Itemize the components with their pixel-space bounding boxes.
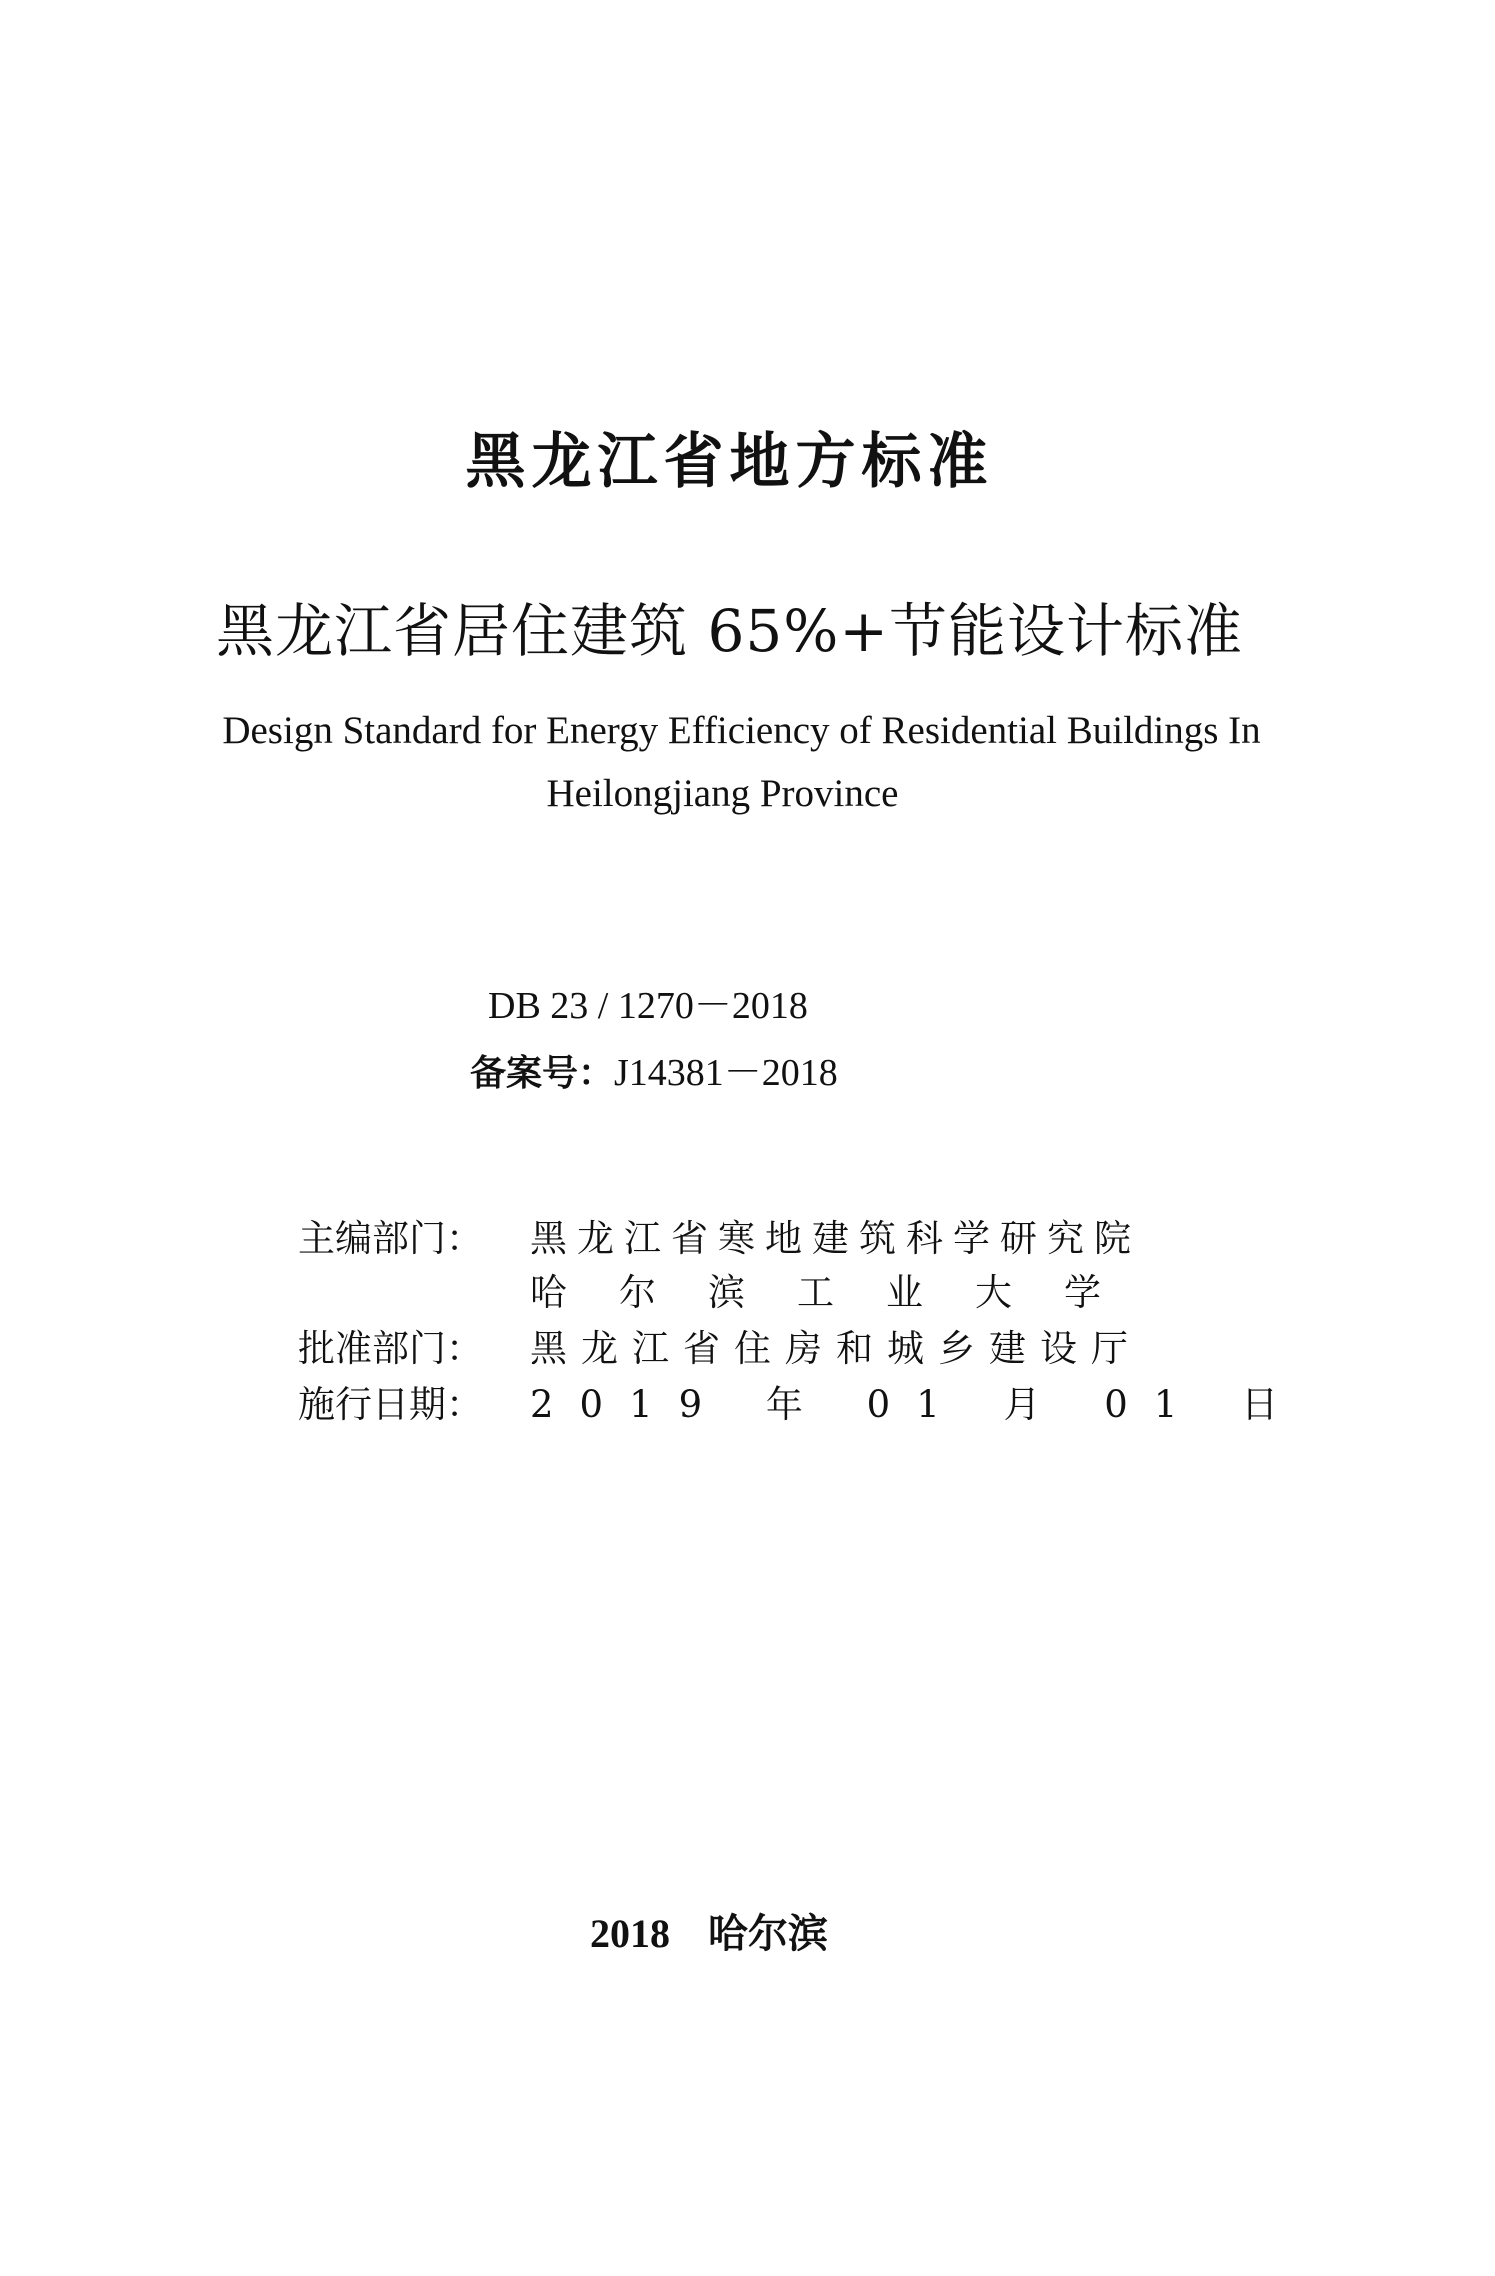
publication-year: 2018 xyxy=(590,1911,670,1956)
approver-label: 批准部门： xyxy=(298,1327,483,1370)
publisher-heading: 黑龙江省地方标准 xyxy=(465,427,994,497)
approver-organization: 黑龙江省住房和城乡建设厅 xyxy=(530,1327,1142,1370)
filing-number-value: J14381－2018 xyxy=(614,1052,838,1094)
standard-code: DB 23 / 1270－2018 xyxy=(488,985,808,1027)
editor-label: 主编部门： xyxy=(298,1217,483,1260)
effective-date-value: 2019 年 01 月 01 日 xyxy=(530,1383,1305,1426)
publication-footer xyxy=(590,1906,828,1962)
document-title-english-line-1: Design Standard for Energy Efficiency of Residential Buildings In xyxy=(222,709,1261,752)
editor-organization-1: 黑龙江省寒地建筑科学研究院 xyxy=(530,1217,1141,1260)
filing-number-row xyxy=(470,1047,838,1100)
document-title-english-line-2: Heilongjiang Province xyxy=(546,772,899,815)
filing-number-label: 备案号： xyxy=(470,1053,615,1094)
editor-organization-2: 哈尔滨工业大学 xyxy=(530,1271,1153,1314)
document-title-chinese: 黑龙江省居住建筑 65%+节能设计标准 xyxy=(216,597,1243,665)
effective-date-label: 施行日期： xyxy=(298,1383,483,1426)
publication-city: 哈尔滨 xyxy=(708,1911,828,1957)
